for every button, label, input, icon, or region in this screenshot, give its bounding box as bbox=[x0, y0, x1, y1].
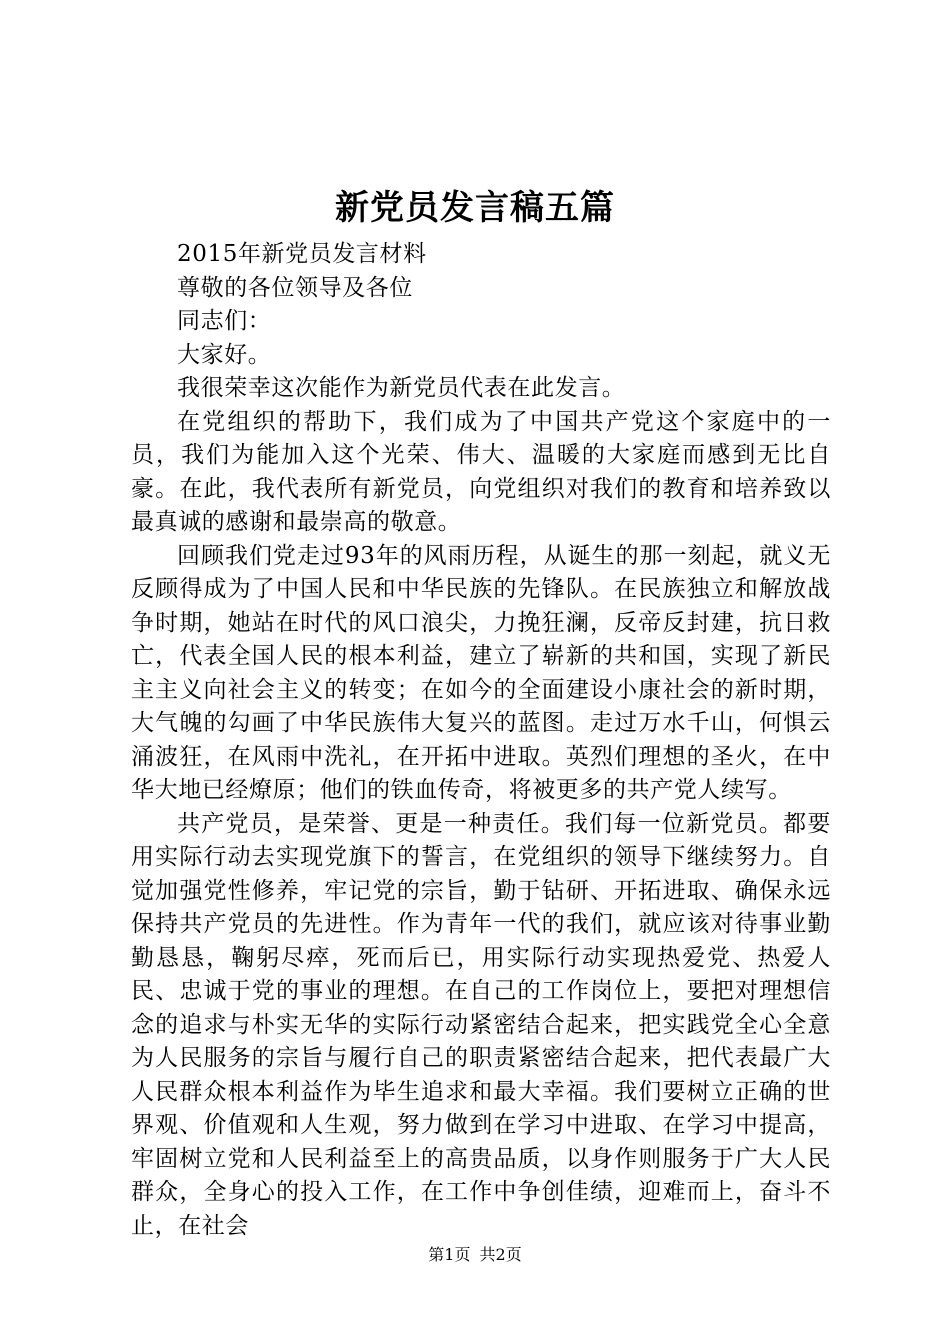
paragraph-subtitle: 2015年新党员发言材料 bbox=[177, 241, 427, 267]
paragraph-greeting: 大家好。 bbox=[177, 341, 272, 368]
document-body bbox=[131, 238, 831, 1243]
page-number: 第1页 bbox=[428, 1245, 471, 1264]
page-total: 共2页 bbox=[479, 1245, 522, 1264]
document-title: 新党员发言稿五篇 bbox=[335, 188, 615, 228]
paragraph-salutation: 尊敬的各位领导及各位 bbox=[177, 274, 413, 301]
paragraph-body-2: 回顾我们党走过93年的风雨历程，从诞生的那一刻起，就义无反顾得成为了中国人民和中华民族的先锋队。在民族独立和解放战争时期，她站在时代的风口浪尖，力挽狂澜，反帝反封建，抗日救亡，代表全国人民的根本利益，建立了崭新的共和国，实现了新民主主义向社会主义的转变；在如今的全面建设小康社会的新时期，大气魄的勾画了中华民族伟大复兴的蓝图。走过万水千山，何惧云涌波狂，在风雨中洗礼，在开拓中进取。英烈们理想的圣火，在中华大地已经燎原；他们的铁血传奇，将被更多的共产党人续写。 bbox=[131, 542, 831, 803]
paragraph-intro: 我很荣幸这次能作为新党员代表在此发言。 bbox=[177, 375, 626, 401]
page-footer bbox=[0, 1243, 950, 1267]
paragraph-body-3: 共产党员，是荣誉、更是一种责任。我们每一位新党员。都要用实际行动去实现党旗下的誓言，在党组织的领导下继续努力。自觉加强党性修养，牢记党的宗旨，勤于钻研、开拓进取、确保永远保持共产党员的先进性。作为青年一代的我们，就应该对待事业勤勤恳恳，鞠躬尽瘁，死而后已，用实际行动实现热爱党、热爱人民、忠诚于党的事业的理想。在自己的工作岗位上，要把对理想信念的追求与朴实无华的实际行动紧密结合起来，把实践党全心全意为人民服务的宗旨与履行自己的职责紧密结合起来，把代表最广大人民群众根本利益作为毕生追求和最大幸福。我们要树立正确的世界观、价值观和人生观，努力做到在学习中进取、在学习中提高，牢固树立党和人民利益至上的高贵品质，以身作则服务于广大人民群众，全身心的投入工作，在工作中争创佳绩，迎难而上，奋斗不止，在社会 bbox=[131, 810, 831, 1239]
paragraph-salutation-cont: 同志们： bbox=[177, 308, 272, 334]
paragraph-body-1: 在党组织的帮助下，我们成为了中国共产党这个家庭中的一员，我们为能加入这个光荣、伟大、温暖的大家庭而感到无比自豪。在此，我代表所有新党员，向党组织对我们的教育和培养致以最真诚的感谢和最崇高的敬意。 bbox=[131, 408, 831, 535]
